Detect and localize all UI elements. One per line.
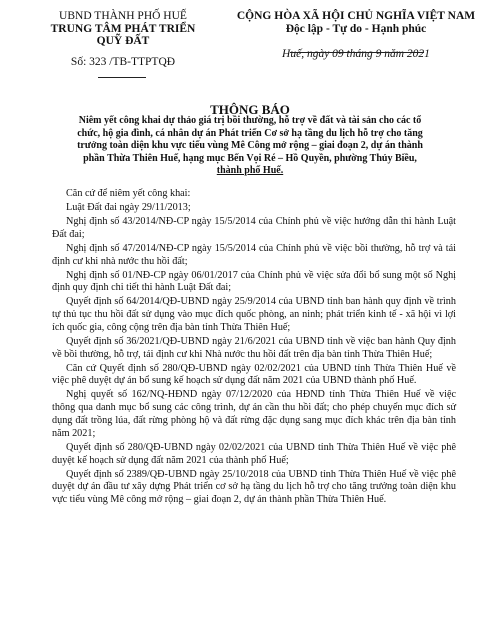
document-number: Số: 323 /TB-TTPTQĐ (70, 55, 176, 68)
paragraph: Nghị định số 43/2014/NĐ-CP ngày 15/5/2014 của Chính phủ về việc hướng dẫn thi hành Luật Đất đai; (52, 215, 456, 240)
subject-line: thành phố Huế. (216, 165, 284, 176)
issuer-name-cont: QUỸ ĐẤT (96, 35, 150, 47)
paragraph: Quyết định số 280/QĐ-UBND ngày 02/02/2021 của UBND tỉnh Thừa Thiên Huế về việc phê duyệt kế hoạch sử dụng đất năm 2021 của thành phố Huế; (52, 441, 456, 466)
paragraph: Căn cứ để niêm yết công khai: (66, 188, 191, 199)
document-title: THÔNG BÁO (210, 102, 290, 117)
document-body (52, 188, 456, 508)
motto: Độc lập - Tự do - Hạnh phúc (285, 23, 427, 35)
country-name: CỘNG HÒA XÃ HỘI CHỦ NGHĨA VIỆT NAM (236, 10, 476, 22)
paragraph: Nghị định số 01/NĐ-CP ngày 06/01/2017 của Chính phủ về việc sửa đổi bổ sung một số Nghị định quy định chi tiết thi hành Luật Đất đai; (52, 269, 456, 294)
paragraph: Luật Đất đai ngày 29/11/2013; (66, 201, 191, 213)
paragraph: Quyết định số 36/2021/QĐ-UBND ngày 21/6/2021 của UBND tỉnh về việc ban hành Quy định về bồi thường, hỗ trợ, tái định cư khi Nhà nước thu hồi đất trên địa bàn tỉnh Thừa Thiên Huế; (52, 335, 456, 360)
issuer-authority: UBND THÀNH PHỐ HUẾ (59, 10, 187, 22)
issuer-block (28, 10, 218, 68)
national-header (222, 10, 490, 61)
subject-line: Niêm yết công khai dự thảo giá trị bồi thường, hỗ trợ về đất và tài sản cho các tổ (78, 115, 422, 126)
issuer-name: TRUNG TÂM PHÁT TRIỂN (50, 22, 196, 35)
paragraph: Quyết định số 64/2014/QĐ-UBND ngày 25/9/2014 của UBND tỉnh ban hành quy định về trình tự thủ tục thu hồi đất sử dụng vào mục đích quốc phòng, an ninh; phát triển kinh tế - xã hội vì lợi ích quốc gia, công cộng trên địa bàn tỉnh Thừa Thiên Huế; (52, 296, 456, 333)
subject-line: trưởng toàn diện khu vực tiểu vùng Mê Công mở rộng – giai đoạn 2, dự án thành (77, 140, 423, 151)
paragraph: Nghị quyết số 162/NQ-HĐND ngày 07/12/2020 của HĐND tỉnh Thừa Thiên Huế về việc thông qua danh mục bổ sung các công trình, dự án cần thu hồi đất; cho phép chuyển mục đích sử dụng đất trồng lúa, đất rừng phòng hộ và đất rừng đặc dụng sang mục đích khác trên địa bàn tỉnh năm 2021; (52, 389, 456, 439)
paragraph: Nghị định số 47/2014/NĐ-CP ngày 15/5/2014 của Chính phủ về việc bồi thường, hỗ trợ và tái định cư khi nhà nước thu hồi đất; (52, 242, 456, 267)
subject-line: phần Thừa Thiên Huế, hạng mục Bến Vọi Ré – Hồ Quyền, phường Thủy Biều, (83, 152, 417, 164)
issuer-underline (98, 77, 146, 78)
issue-date: Huế, ngày 09 tháng 9 năm 2021 (282, 48, 430, 60)
paragraph: Căn cứ Quyết định số 280/QĐ-UBND ngày 02/02/2021 của UBND tỉnh Thừa Thiên Huế về việc phê duyệt dự án bổ sung kế hoạch sử dụng đất năm 2021 của UBND thành phố Huế. (52, 362, 456, 387)
subject-line: chức, hộ gia đình, cá nhân dự án Phát triển Cơ sở hạ tầng du lịch hỗ trợ cho tăng (77, 127, 423, 139)
document-subject (60, 115, 440, 178)
motto-underline (290, 52, 424, 53)
paragraph: Quyết định số 2389/QĐ-UBND ngày 25/10/2018 của UBND tỉnh Thừa Thiên Huế về việc phê duyệt dự án đầu tư xây dựng Phát triển cơ sở hạ tầng du lịch hỗ trợ cho tăng trưởng toàn diện khu vực tiểu vùng Mê công mở rộng – giai đoạn 2, dự án thành phần Thừa Thiên Huế. (52, 468, 456, 506)
